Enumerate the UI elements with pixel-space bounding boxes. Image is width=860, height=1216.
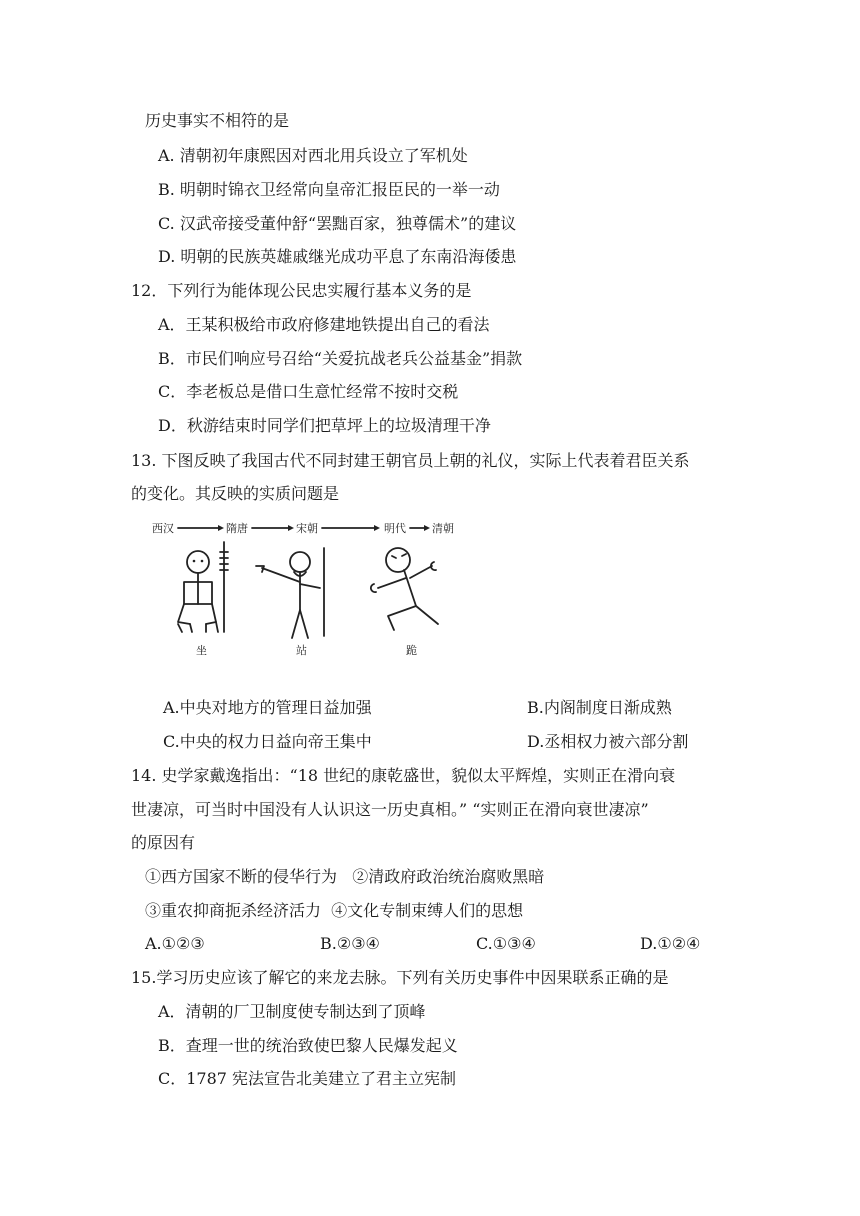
q12-option-a: A．王某积极给市政府修建地铁提出自己的看法 <box>158 315 490 334</box>
figure-label-suitang: 隋唐 <box>226 522 248 535</box>
q14-option-d: D.①②④ <box>640 934 701 953</box>
q15-option-b: B．查理一世的统治致使巴黎人民爆发起义 <box>158 1036 458 1055</box>
q11-option-d: D. 明朝的民族英雄戚继光成功平息了东南沿海倭患 <box>158 247 517 266</box>
q13-stem-line1: 13. 下图反映了我国古代不同封建王朝官员上朝的礼仪，实际上代表着君臣关系 <box>131 451 690 470</box>
q12-option-b: B．市民们响应号召给“关爱抗战老兵公益基金”捐款 <box>158 349 523 368</box>
sitting-official-drawing <box>178 542 228 632</box>
q12-stem: 12．下列行为能体现公民忠实履行基本义务的是 <box>131 281 472 300</box>
q12-option-c: C．李老板总是借口生意忙经常不按时交税 <box>158 382 459 401</box>
q13-option-d: D.丞相权力被六部分割 <box>527 732 689 751</box>
court-etiquette-figure <box>148 512 460 660</box>
q14-option-c: C.①③④ <box>476 934 536 953</box>
posture-label-stand: 站 <box>296 644 307 657</box>
q15-option-a: A．清朝的厂卫制度使专制达到了顶峰 <box>158 1002 426 1021</box>
q15-stem: 15.学习历史应该了解它的来龙去脉。下列有关历史事件中因果联系正确的是 <box>131 968 669 987</box>
q14-stem-line2: 世凄凉，可当时中国没有人认识这一历史真相。” “实则正在滑向衰世凄凉” <box>131 800 649 819</box>
q11-option-a: A. 清朝初年康熙因对西北用兵设立了军机处 <box>158 146 468 165</box>
q13-option-b: B.内阁制度日渐成熟 <box>527 698 672 717</box>
q11-option-b: B. 明朝时锦衣卫经常向皇帝汇报臣民的一举一动 <box>158 180 500 199</box>
q14-option-b: B.②③④ <box>320 934 380 953</box>
q14-stem-line3: 的原因有 <box>131 833 196 852</box>
q14-items-line1: ①西方国家不断的侵华行为 ②清政府政治统治腐败黑暗 <box>145 867 545 886</box>
q12-option-d: D．秋游结束时同学们把草坪上的垃圾清理干净 <box>158 416 491 435</box>
arrow-head-2 <box>288 525 294 531</box>
arrow-head-1 <box>218 525 224 531</box>
q11-stem-continuation: 历史事实不相符的是 <box>145 111 290 130</box>
figure-label-ming: 明代 <box>384 522 406 535</box>
q14-items-line2: ③重农抑商扼杀经济活力 ④文化专制束缚人们的思想 <box>145 901 524 920</box>
figure-label-xihan: 西汉 <box>152 522 174 535</box>
posture-label-kneel: 跪 <box>406 644 417 657</box>
arrow-head-4 <box>424 525 430 531</box>
q14-stem-line1: 14. 史学家戴逸指出：“18 世纪的康乾盛世，貌似太平辉煌，实则正在滑向衰 <box>131 766 676 785</box>
q11-option-c: C. 汉武帝接受董仲舒“罢黜百家，独尊儒术”的建议 <box>158 214 517 233</box>
q15-option-c: C．1787 宪法宣告北美建立了君主立宪制 <box>158 1069 457 1088</box>
q14-option-a: A.①②③ <box>145 934 205 953</box>
q13-option-a: A.中央对地方的管理日益加强 <box>163 698 372 717</box>
arrow-head-3 <box>374 525 380 531</box>
standing-official-drawing <box>256 548 324 638</box>
kneeling-official-drawing <box>371 548 438 630</box>
posture-label-sit: 坐 <box>196 644 207 657</box>
q13-stem-line2: 的变化。其反映的实质问题是 <box>131 484 340 503</box>
figure-label-qing: 清朝 <box>432 522 454 535</box>
q13-option-c: C.中央的权力日益向帝王集中 <box>163 732 372 751</box>
figure-label-song: 宋朝 <box>296 522 318 535</box>
